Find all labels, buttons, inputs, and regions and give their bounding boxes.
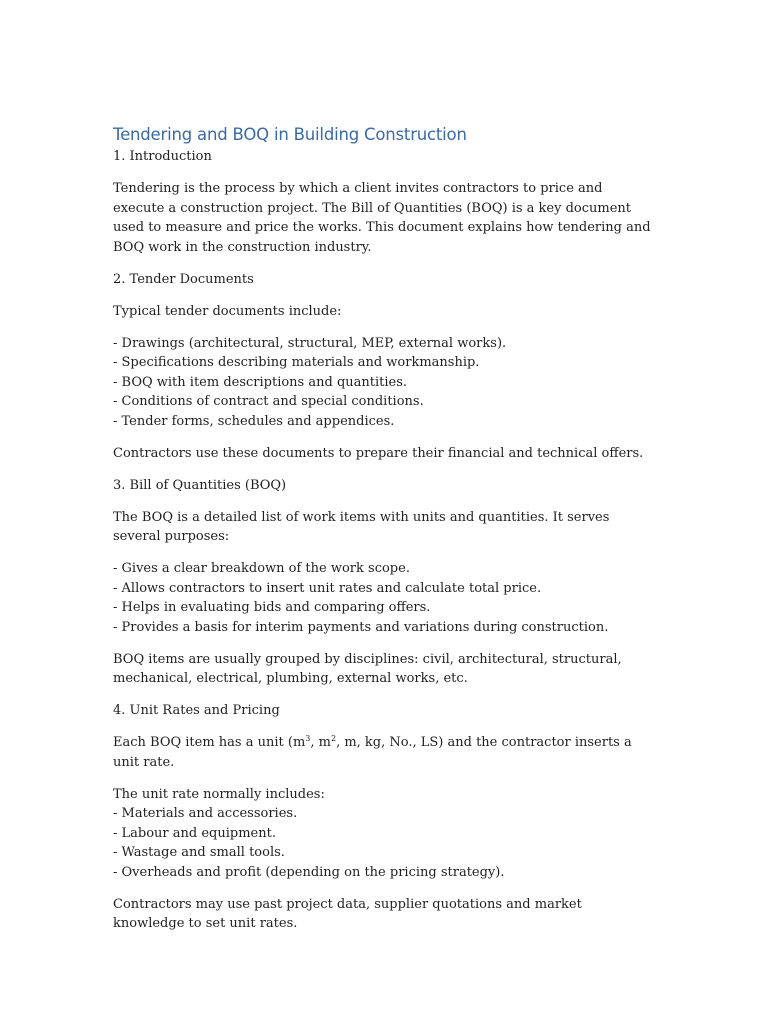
document-body (113, 124, 653, 934)
list-item: - Drawings (architectural, structural, MEP, external works). (113, 335, 507, 351)
tender-documents-intro: Typical tender documents include: (113, 303, 342, 319)
list-item: - Tender forms, schedules and appendices. (113, 413, 395, 429)
list-item: - Helps in evaluating bids and comparing offers. (113, 600, 431, 615)
section-heading-unit-rates: 4. Unit Rates and Pricing (113, 703, 280, 718)
units-text-after: , m, kg, No., LS) and the contractor inserts a unit rate. (113, 735, 632, 770)
list-item: - Overheads and profit (depending on the pricing strategy). (113, 864, 505, 880)
list-item: - Gives a clear breakdown of the work scope. (113, 561, 410, 576)
superscript-three: 3 (305, 734, 311, 743)
document-title: Tendering and BOQ in Building Construction (113, 125, 467, 144)
superscript-two: 2 (330, 734, 337, 743)
list-item: - Labour and equipment. (113, 825, 276, 841)
boq-intro: The BOQ is a detailed list of work items with units and quantities. It serves several purposes: (113, 509, 610, 544)
section-heading-introduction: 1. Introduction (113, 149, 212, 164)
list-item: - Conditions of contract and special conditions. (113, 394, 424, 409)
list-item: - BOQ with item descriptions and quantities. (113, 374, 408, 390)
section-heading-boq: 3. Bill of Quantities (BOQ) (113, 477, 287, 493)
unit-rate-includes-block (113, 785, 653, 883)
unit-rates-units-paragraph (113, 733, 653, 772)
list-item: - Wastage and small tools. (113, 845, 285, 860)
list-item: - Materials and accessories. (113, 806, 298, 821)
tender-documents-closing: Contractors use these documents to prepare their financial and technical offers. (113, 445, 644, 461)
introduction-paragraph: Tendering is the process by which a client invites contractors to price and execute a construction project. The Bill of Quantities (BOQ) is a key document used to measure and price the works. This document explains how tendering and BOQ work in the construction industry. (113, 181, 651, 255)
section-heading-tender-documents: 2. Tender Documents (113, 271, 254, 287)
list-item: - Specifications describing materials and workmanship. (113, 355, 480, 370)
boq-closing: BOQ items are usually grouped by disciplines: civil, architectural, structural, mechanical, electrical, plumbing, external works, etc. (113, 651, 622, 686)
list-item: - Allows contractors to insert unit rates and calculate total price. (113, 580, 542, 596)
units-text-before: Each BOQ item has a unit (m (113, 735, 306, 750)
tender-documents-list (113, 334, 653, 432)
list-item: - Provides a basis for interim payments and variations during construction. (113, 619, 609, 635)
boq-purposes-list (113, 559, 653, 637)
unit-rates-closing: Contractors may use past project data, supplier quotations and market knowledge to set unit rates. (113, 896, 582, 931)
units-text-mid: , m (310, 735, 331, 750)
unit-rate-intro: The unit rate normally includes: (113, 786, 325, 802)
